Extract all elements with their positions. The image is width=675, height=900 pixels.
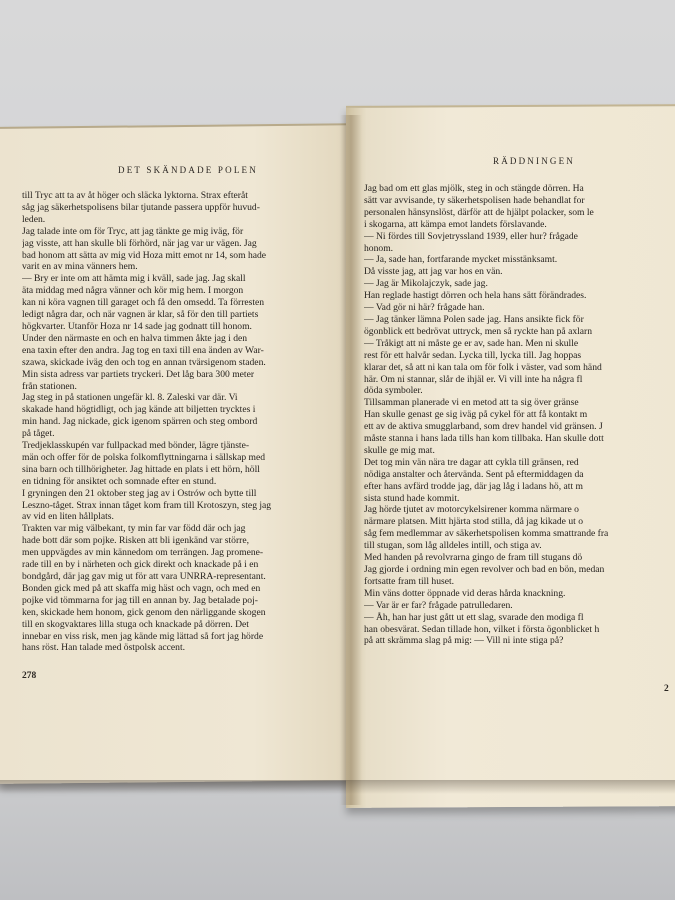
right-page-number: 2 xyxy=(664,684,669,694)
text-line: Det tog min vän nära tre dagar att cykla till gränsen, red xyxy=(364,456,579,468)
text-line: nödiga anstalter och återvända. Sent på eftermiddagen da xyxy=(364,468,584,480)
text-line: måste stanna i hans lada tills han kom tillbaka. Han skulle dott xyxy=(364,433,604,445)
text-line: — Var är er far? frågade patrulledaren. xyxy=(364,599,513,611)
text-line: av vid en liten hållplats. xyxy=(22,511,114,523)
text-line: Han reglade hastigt dörren och hela hans sätt förändrades. xyxy=(364,290,587,302)
text-line: kan ni köra vagnen till garaget och få den omsedd. Ta förresten xyxy=(22,297,265,309)
text-line: Med handen på revolvrarna gingo de fram till stugans dö xyxy=(364,552,583,564)
text-line: en tidning för ansiktet och somnade efter en stund. xyxy=(22,475,217,487)
text-line: Han skulle genast ge sig iväg på cykel för att få kontakt m xyxy=(364,409,588,421)
text-line: skulle ge mig mat. xyxy=(364,444,435,456)
text-line: klarar det, så att ni kan tala om för folk i väster, vad som händ xyxy=(364,361,602,373)
text-line: — Jag tänker lämna Polen sade jag. Hans ansikte fick för xyxy=(364,313,584,325)
text-line: Tillsamman planerade vi en metod att ta sig över gränse xyxy=(364,397,579,409)
text-line: — Ja, sade han, fortfarande mycket misstänksamt. xyxy=(364,254,558,266)
text-line: — Tråkigt att ni måste ge er av, sade han. Men ni skulle xyxy=(364,337,579,349)
text-line: här. Om ni stannar, slår de ihjäl er. Vi vill inte ha några fl xyxy=(364,373,583,385)
text-line: honom. xyxy=(364,242,394,254)
right-page-header: RÄDDNINGEN xyxy=(493,156,575,166)
text-line: Jag talade inte om för Tryc, att jag tänkte ge mig iväg, för xyxy=(22,225,244,237)
text-line: Bonden gick med på att skaffa mig häst och vagn, och med en xyxy=(22,582,261,594)
text-line: Jag hörde tjutet av motorcykelsirener komma närmare o xyxy=(364,504,579,516)
text-line: äta middag med några vänner och kör mig hem. I morgon xyxy=(22,285,244,297)
left-page-header: DET SKÄNDADE POLEN xyxy=(118,165,258,175)
text-line: — Vad gör ni här? frågade han. xyxy=(364,302,485,314)
text-line: på tåget. xyxy=(22,428,55,440)
text-line: män och offer för de polska folkomflyttningarna i sällskap med xyxy=(22,451,266,463)
text-line: Jag steg in på stationen ungefär kl. 8. Zaleski var där. Vi xyxy=(22,392,238,404)
text-line: till stugan, som låg alldeles intill, och stiga av. xyxy=(364,540,542,552)
text-line: såg jag säkerhetspolisens bilar tjutande passera uppför huvud- xyxy=(22,201,260,213)
text-line: ett av de aktiva smugglarband, som drev handel vid gränsen. J xyxy=(364,421,603,433)
text-line: hans röst. Han talade med östpolsk accent. xyxy=(22,642,186,654)
text-line: bad honom att sätta av mig vid Hoza mitt emot nr 14, som hade xyxy=(22,249,267,261)
text-line: bondgård, där jag gav mig ut för att vara UNRRA-representant. xyxy=(22,571,266,582)
text-line: sina barn och tillhörigheter. Jag hittade en plats i ett hörn, höll xyxy=(22,463,260,475)
text-line: från stationen. xyxy=(22,380,77,392)
text-line: på att skrämma slag på mig: — Vill ni inte stiga på? xyxy=(364,635,564,647)
text-line: sista stund hade kommit. xyxy=(364,492,460,504)
left-page-number: 278 xyxy=(22,671,37,681)
text-line: ken, skickade hem honom, gick genom den närliggande skogen xyxy=(22,606,266,618)
text-line: i skogarna, att kämpa emot landets förslavande. xyxy=(364,218,547,230)
text-line: Min sista adress var partiets tryckeri. Det låg bara 300 meter xyxy=(22,368,255,380)
text-line: skakade hand högtidligt, och jag kände att biljetten trycktes i xyxy=(22,404,256,416)
text-line: han obesvärat. Sedan tillade hon, vilket i första ögonblicket h xyxy=(364,623,600,635)
text-line: till en skogvaktares lilla stuga och knackade på dörren. Det xyxy=(22,618,249,630)
text-line: döda symboler. xyxy=(364,385,423,397)
text-line: pojke vid tömmarna for jag till en annan by. Jag betalade poj- xyxy=(22,594,258,606)
text-line: jag visste, att han skulle bli förhörd, när jag var ur vägen. Jag xyxy=(22,237,257,249)
text-line: innebar en viss risk, men jag kände mig lättad så fort jag hörde xyxy=(22,630,264,642)
text-line: efter hans avfärd trodde jag, där jag låg i ladans hö, att m xyxy=(364,480,583,492)
text-line: leden. xyxy=(22,213,46,225)
text-line: ögonblick ett bedrövat uttryck, men så ryckte han på axlarn xyxy=(364,325,593,337)
right-page-body xyxy=(364,183,675,647)
text-line: varit en av mina vänners hem. xyxy=(22,261,138,273)
text-line: Leszno-tåget. Strax innan tåget kom fram till Krotoszyn, steg jag xyxy=(22,499,272,511)
text-line: såg fem medlemmar av säkerhetspolisen komma smattrande fra xyxy=(364,528,609,540)
book-shadow xyxy=(0,780,675,794)
book-gutter xyxy=(340,115,362,805)
left-page-body xyxy=(22,190,328,654)
text-line: hade bott där som pojke. Risken att bli igenkänd var större, xyxy=(22,535,249,547)
text-line: Jag gjorde i ordning min egen revolver och bad en bön, medan xyxy=(364,564,605,575)
text-line: högkvarter. Utanför Hoza nr 14 sade jag godnatt till honom. xyxy=(22,320,252,332)
text-line: Min väns dotter öppnade vid deras hårda knackning. xyxy=(364,587,566,599)
text-line: Jag bad om ett glas mjölk, steg in och stängde dörren. Ha xyxy=(364,183,584,194)
text-line: närmare platsen. Mitt hjärta stod stilla, då jag kikade ut o xyxy=(364,516,583,528)
text-line: min hand. Jag nickade, gick igenom spärren och steg ombord xyxy=(22,416,258,428)
text-line: Under den närmaste en och en halva timmen åkte jag i den xyxy=(22,332,248,344)
text-line: Trakten var mig välbekant, ty min far var född där och jag xyxy=(22,523,246,535)
text-line: sätt var avvisande, ty säkerhetspolisen hade behandlat for xyxy=(364,194,585,206)
text-line: Då visste jag, att jag var hos en vän. xyxy=(364,266,503,278)
text-line: — Bry er inte om att hämta mig i kväll, sade jag. Jag skall xyxy=(22,273,246,285)
text-line: rade till en by i närheten och gick direkt och knackade på i en xyxy=(22,559,259,571)
text-line: ledigt några dar, och när vagnen är klar, så för den till partiets xyxy=(22,309,259,321)
text-line: till Tryc att ta av åt höger och släcka lyktorna. Strax efteråt xyxy=(22,190,248,201)
text-line: ena taxin efter den andra. Jag tog en taxi till ena änden av War- xyxy=(22,344,264,356)
text-line: fortsatte fram till huset. xyxy=(364,575,455,587)
text-line: szawa, skickade iväg den och tog en annan tvärsigenom staden. xyxy=(22,356,266,368)
text-line: — Jag är Mikolajczyk, sade jag. xyxy=(364,278,488,290)
text-line: — Ni fördes till Sovjetryssland 1939, eller hur? frågade xyxy=(364,230,578,242)
text-line: — Åh, han har just gått ut ett slag, svarade den modiga fl xyxy=(364,611,584,623)
text-line: I gryningen den 21 oktober steg jag av i Ostrów och bytte till xyxy=(22,487,257,499)
text-line: Tredjeklasskupén var fullpackad med bönder, lägre tjänste- xyxy=(22,440,250,452)
text-line: personalen hänsynslöst, därför att de hjälpt polacker, som le xyxy=(364,206,594,218)
text-line: rest för ett halvår sedan. Lycka till, lycka till. Jag hoppas xyxy=(364,349,582,361)
text-line: men uppvägdes av min kännedom om terrängen. Jag promene- xyxy=(22,547,264,559)
